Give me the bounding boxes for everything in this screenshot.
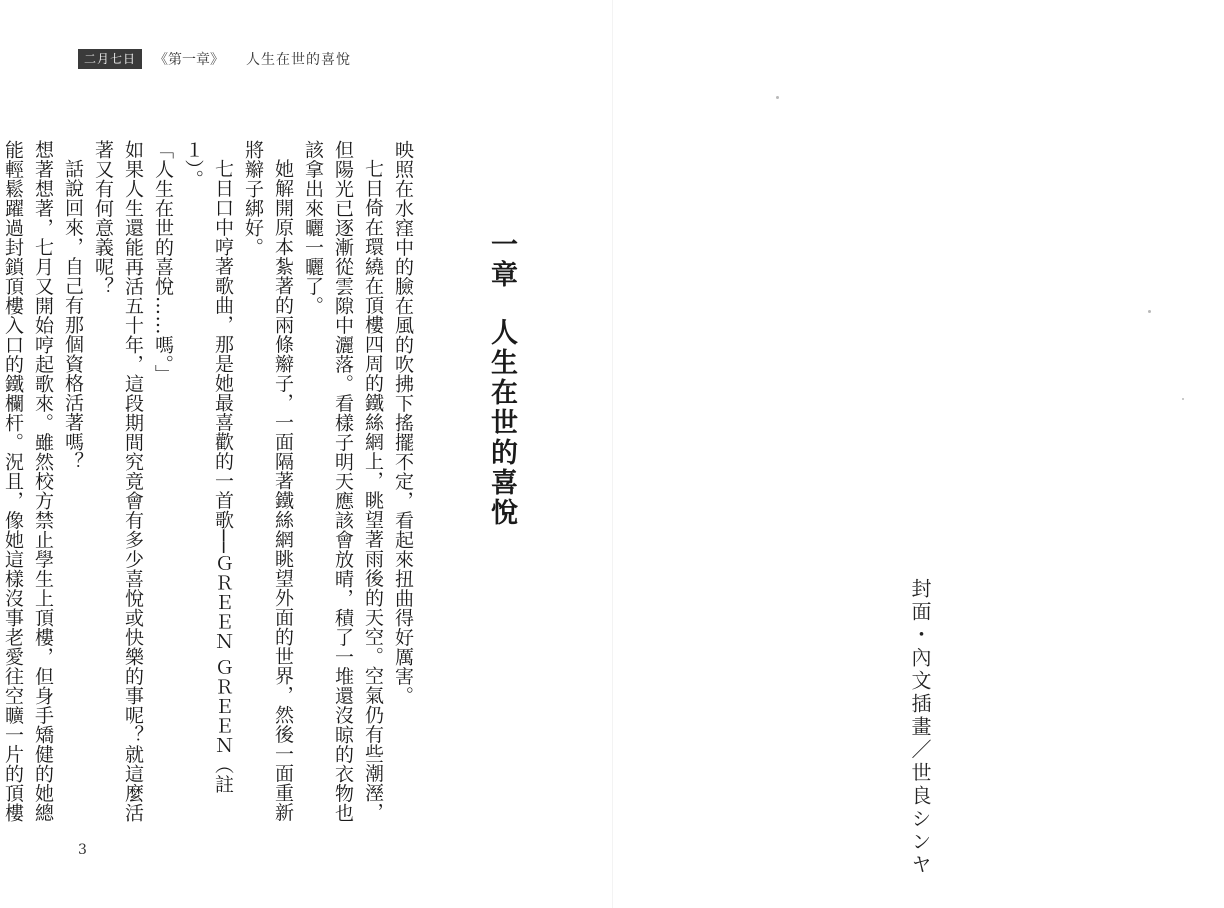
chapter-heading-title: 人生在世的喜悅 — [486, 318, 517, 528]
paragraph: 她解開原本紮著的兩條辮子，一面隔著鐵絲網眺望外面的世界，然後一面重新將辮子綁好。 — [242, 140, 294, 822]
scan-speck — [1148, 310, 1151, 313]
page-number: 3 — [78, 842, 87, 858]
header-chapter-title: 人生在世的喜悅 — [246, 52, 352, 68]
paragraph-quote: 「人生在世的喜悅……嗎。」 — [152, 140, 174, 384]
paragraph: 如果人生還能再活五十年，這段期間究竟會有多少喜悅或快樂的事呢？就這麼活著又有何意義呢？ — [92, 140, 144, 823]
chapter-heading-number: 一章 — [486, 230, 517, 290]
page-gutter — [612, 0, 613, 908]
scan-speck — [1182, 398, 1184, 400]
header-chapter-number: 《第一章》 — [154, 52, 225, 68]
paragraph: 想著想著，七月又開始哼起歌來。雖然校方禁止學生上頂樓，但身手矯健的她總能輕鬆躍過封鎖頂樓入口的鐵欄杆。況且，像她這樣沒事老愛往空曠一片的頂樓 — [2, 140, 54, 823]
paragraph: 話說回來，自己有那個資格活著嗎？ — [62, 159, 84, 471]
body-text-column — [2, 140, 418, 840]
paragraph: 七日倚在環繞在頂樓四周的鐵絲網上，眺望著雨後的天空。空氣仍有些潮溼，但陽光已逐漸從雲隙中灑落。看樣子明天應該會放晴，積了一堆還沒晾的衣物也該拿出來曬一曬了。 — [302, 140, 384, 823]
chapter-heading — [486, 230, 516, 528]
running-header — [78, 48, 351, 70]
illustration-credit: 封面・內文插畫／世良シンヤ — [908, 578, 932, 877]
paragraph: 七日口中哼著歌曲，那是她最喜歡的一首歌──ＧＲＥＥＮ ＧＲＥＥＮ（註１）。 — [182, 140, 234, 794]
paragraph: 映照在水窪中的臉在風的吹拂下搖擺不定，看起來扭曲得好厲害。 — [392, 140, 414, 706]
date-badge: 二月七日 — [78, 49, 142, 69]
scan-speck — [776, 96, 779, 99]
